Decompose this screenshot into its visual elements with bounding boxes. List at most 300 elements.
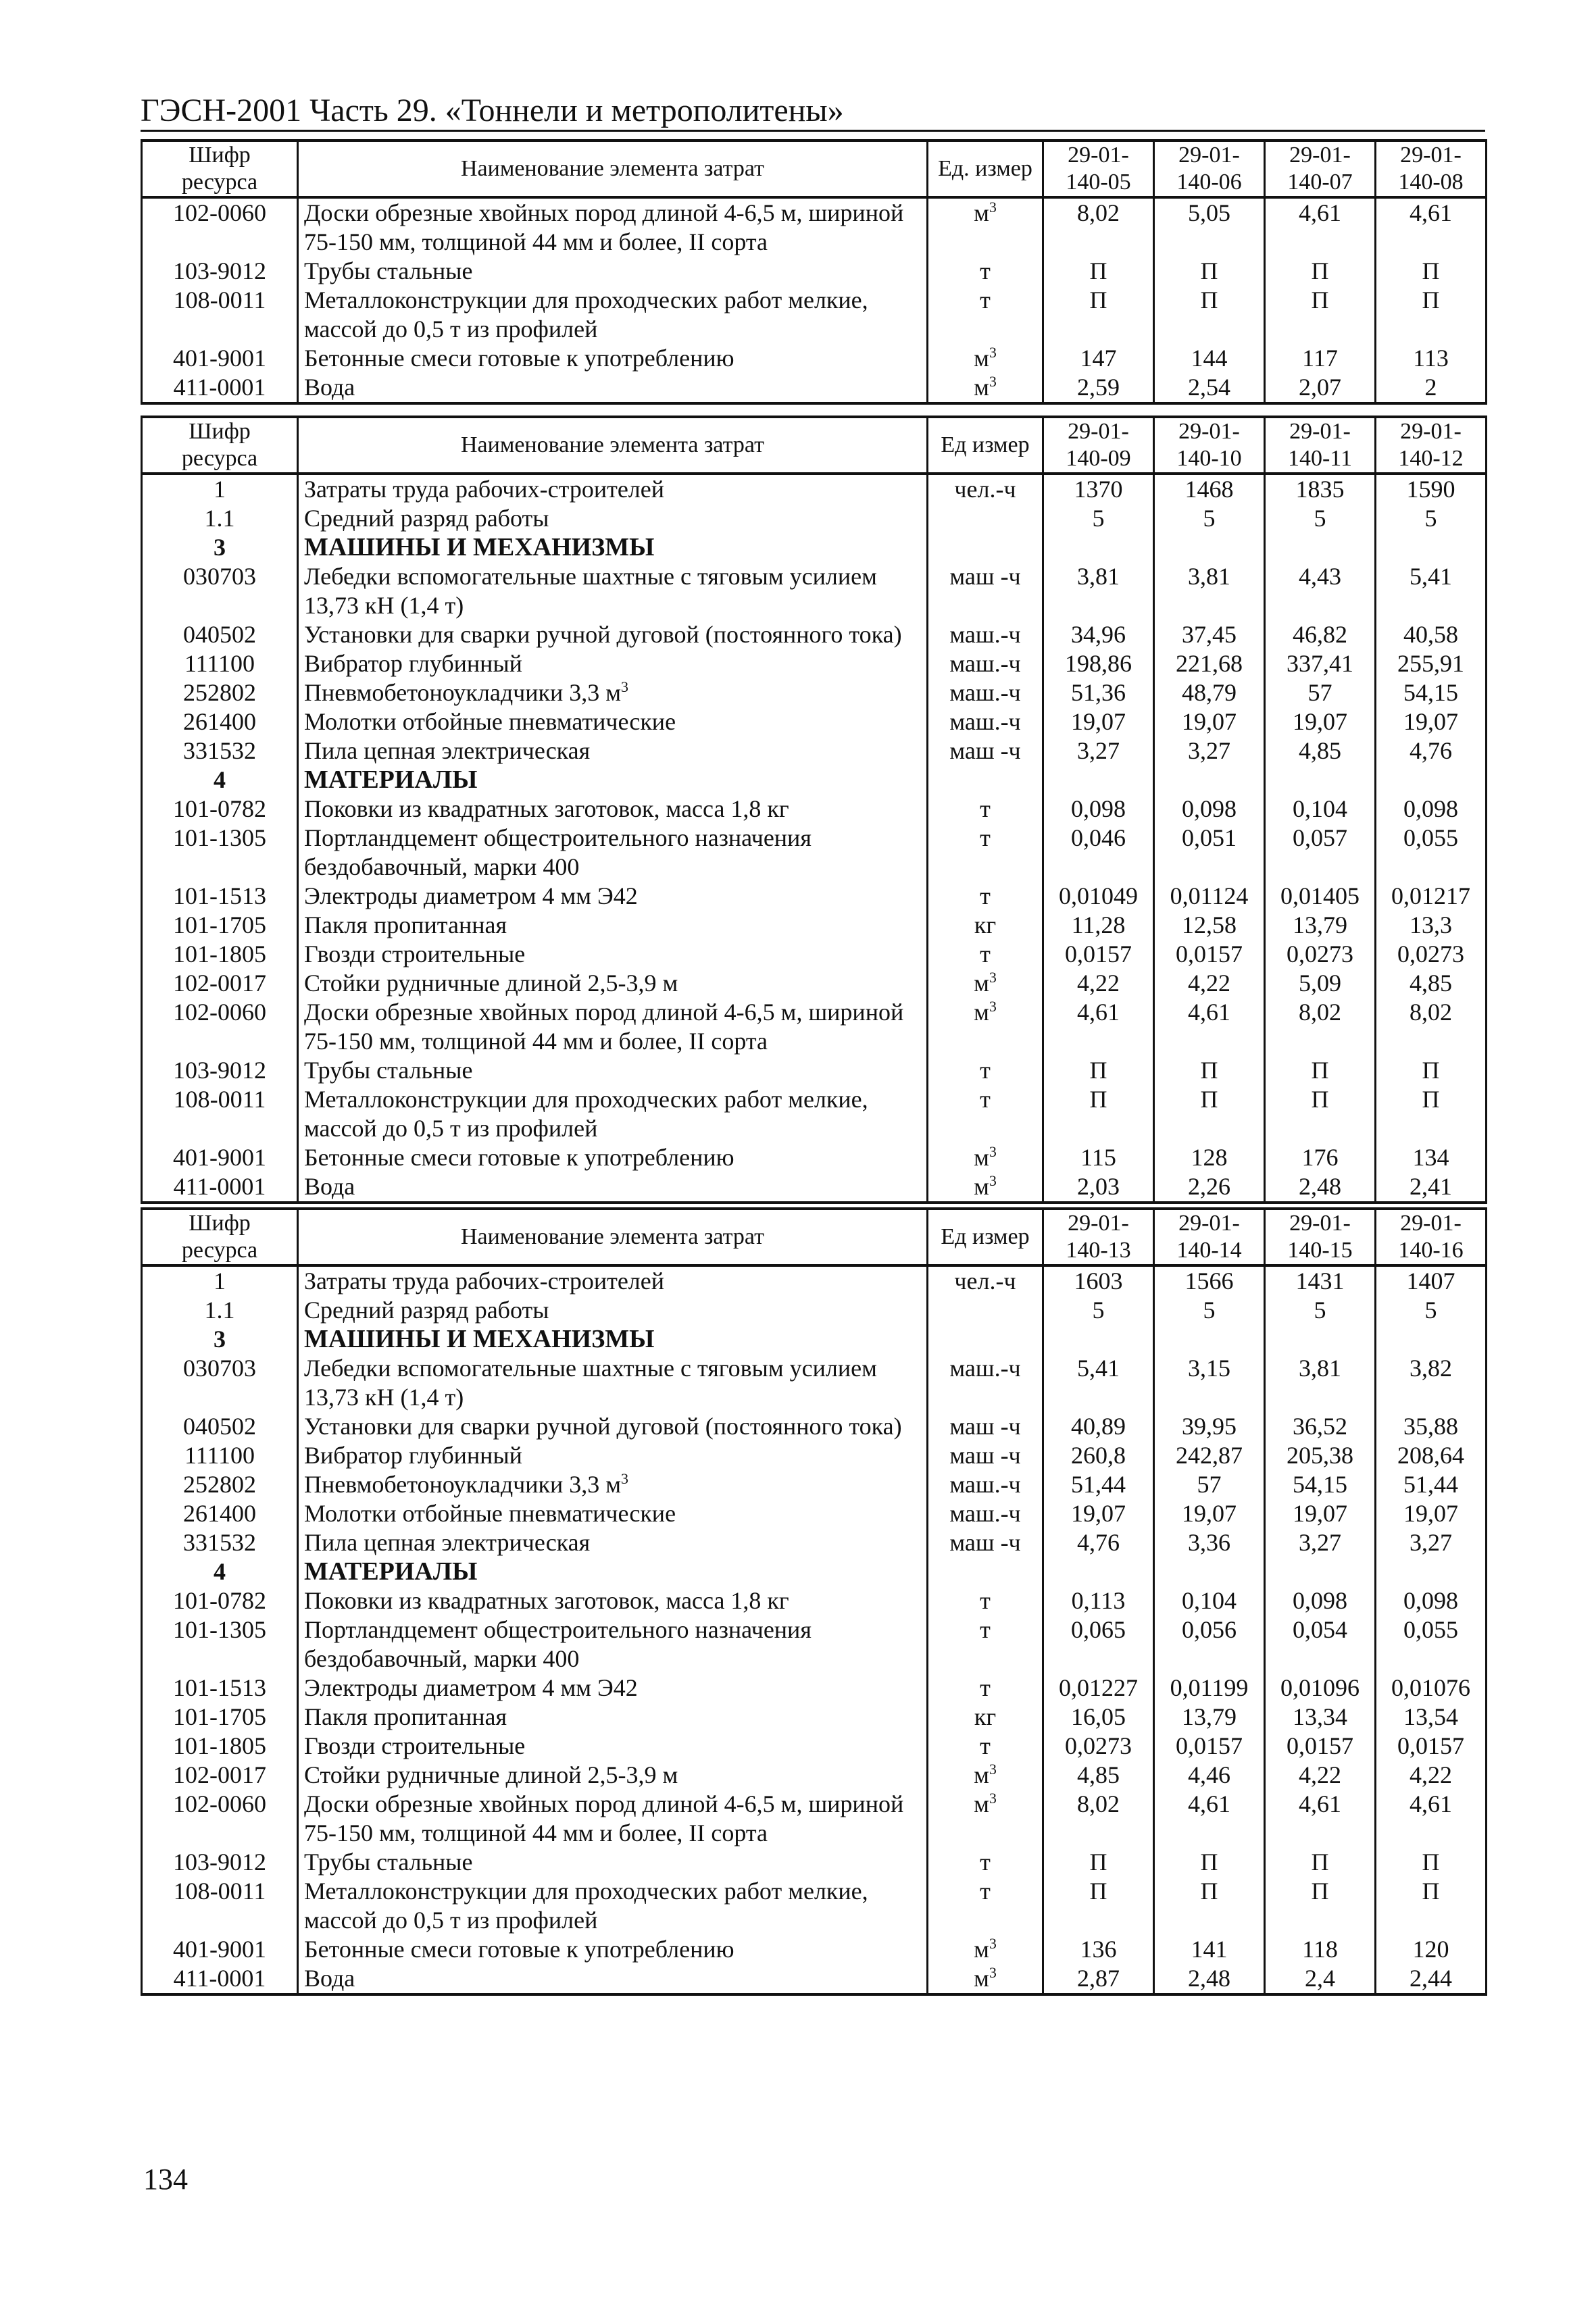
value-cell: 0,01076 [1376,1674,1487,1703]
table-row [142,969,1487,998]
norm-code-number: 140-10 [1176,446,1242,471]
table-row [142,1056,1487,1085]
category-row [142,533,1487,562]
value-cell [1265,533,1376,562]
resource-name [298,1586,928,1615]
unit-text: т [980,257,991,284]
value-cell: 5,41 [1043,1354,1154,1412]
resource-name [298,286,928,344]
value-cell: 13,3 [1376,911,1487,940]
resource-code: 1.1 [142,504,298,533]
resource-code: 040502 [142,620,298,649]
resource-name-text: Металлоконструкции для проходческих работ мелкие, массой до 0,5 т из профилей [304,1878,868,1934]
value-cell: 0,098 [1265,1586,1376,1615]
value-cell: 141 [1154,1935,1265,1964]
value-cell: 4,46 [1154,1761,1265,1790]
header-name: Наименование элемента затрат [298,417,928,474]
value-cell: 221,68 [1154,649,1265,678]
table-row [142,998,1487,1056]
table-row [142,940,1487,969]
table-row [142,1412,1487,1441]
value-cell: 4,61 [1154,998,1265,1056]
resource-name-text: Бетонные смеси готовые к употреблению [304,345,734,372]
value-cell: 2,4 [1265,1964,1376,1994]
unit-text: т [980,1732,991,1759]
resource-code: 111100 [142,1441,298,1470]
resource-name [298,257,928,286]
value-cell: 4,22 [1376,1761,1487,1790]
resource-name-text: Поковки из квадратных заготовок, масса 1,8 кг [304,1587,789,1614]
unit-cell [928,620,1043,649]
unit-text: м [974,199,989,226]
value-cell: 5 [1043,1296,1154,1325]
resource-name [298,911,928,940]
unit-text: т [980,1674,991,1701]
table-row [142,736,1487,765]
resource-name [298,1528,928,1557]
unit-cell [928,1674,1043,1703]
table-row [142,1732,1487,1761]
header-norm-code [1154,1209,1265,1265]
value-cell: 51,36 [1043,678,1154,707]
table-row [142,707,1487,736]
unit-superscript: 3 [989,1143,997,1160]
header-norm-code [1043,417,1154,474]
table-row [142,1470,1487,1499]
value-cell: 118 [1265,1935,1376,1964]
resource-code: 4 [142,765,298,795]
value-cell: 0,0157 [1265,1732,1376,1761]
value-cell: 2,03 [1043,1172,1154,1203]
resource-name [298,1441,928,1470]
unit-cell [928,795,1043,824]
value-cell: П [1265,286,1376,344]
table-row [142,1761,1487,1790]
value-cell: 19,07 [1154,707,1265,736]
unit-text: т [980,1878,991,1905]
value-cell: П [1376,286,1487,344]
resource-name-text: Лебедки вспомогательные шахтные с тяговым усилием 13,73 кН (1,4 т) [304,1355,877,1411]
table-row [142,504,1487,533]
table-row [142,1615,1487,1674]
resource-name [298,795,928,824]
unit-cell [928,504,1043,533]
value-cell: 37,45 [1154,620,1265,649]
value-cell: 0,0157 [1376,1732,1487,1761]
norm-code-prefix: 29-01- [1289,419,1351,444]
norm-code-prefix: 29-01- [1289,1211,1351,1236]
resource-name [298,969,928,998]
value-cell: П [1376,1056,1487,1085]
value-cell: 4,61 [1265,1790,1376,1848]
unit-cell [928,1499,1043,1528]
value-cell: 337,41 [1265,649,1376,678]
value-cell: 3,15 [1154,1354,1265,1412]
resource-name [298,474,928,504]
unit-text: т [980,1587,991,1614]
value-cell: 205,38 [1265,1441,1376,1470]
resource-name-text: Стойки рудничные длиной 2,5-3,9 м [304,1761,678,1788]
resource-table [141,139,1487,405]
resource-code: 261400 [142,1499,298,1528]
value-cell [1154,1557,1265,1586]
unit-cell [928,911,1043,940]
value-cell: 5 [1265,504,1376,533]
unit-text: чел.-ч [954,476,1016,503]
unit-text: м [974,374,989,401]
unit-text: м [974,999,989,1026]
header-norm-code [1043,1209,1154,1265]
value-cell: 1603 [1043,1265,1154,1296]
value-cell: 4,85 [1043,1761,1154,1790]
value-cell [1154,1325,1265,1354]
value-cell [1376,1325,1487,1354]
resource-code: 108-0011 [142,1085,298,1143]
table-row [142,257,1487,286]
unit-cell [928,1790,1043,1848]
header-code: Шифр ресурса [142,1209,298,1265]
header-unit: Ед. измер [928,141,1043,197]
resource-name [298,1296,928,1325]
resource-code: 101-1705 [142,911,298,940]
value-cell: 0,01096 [1265,1674,1376,1703]
header-unit: Ед измер [928,417,1043,474]
value-cell: 2,26 [1154,1172,1265,1203]
table-row [142,911,1487,940]
unit-text: м [974,1790,989,1817]
value-cell: 0,01405 [1265,882,1376,911]
resource-name-text: Металлоконструкции для проходческих работ мелкие, массой до 0,5 т из профилей [304,286,868,343]
value-cell: 5 [1154,504,1265,533]
unit-text: маш -ч [949,1442,1021,1469]
value-cell: 117 [1265,344,1376,373]
resource-name-text: Портландцемент общестроительного назначения бездобавочный, марки 400 [304,824,812,880]
norm-code-number: 140-12 [1398,446,1464,471]
value-cell: 19,07 [1043,707,1154,736]
value-cell: П [1376,257,1487,286]
value-cell: П [1043,286,1154,344]
value-cell: 3,81 [1043,562,1154,620]
resource-name [298,765,928,795]
unit-superscript: 3 [989,998,997,1015]
resource-code: 411-0001 [142,1964,298,1994]
resource-code: 331532 [142,1528,298,1557]
value-cell: 2,41 [1376,1172,1487,1203]
unit-cell [928,1528,1043,1557]
norm-code-prefix: 29-01- [1178,1211,1240,1236]
unit-text: т [980,882,991,909]
header-norm-code [1154,417,1265,474]
resource-code: 101-1305 [142,824,298,882]
unit-text: т [980,824,991,851]
header-divider [141,130,1485,132]
resource-name [298,1557,928,1586]
value-cell: 35,88 [1376,1412,1487,1441]
resource-name-text: Трубы стальные [304,257,473,284]
resource-name-text: Бетонные смеси готовые к употреблению [304,1144,734,1171]
unit-text: чел.-ч [954,1267,1016,1294]
value-cell: 36,52 [1265,1412,1376,1441]
value-cell: 3,81 [1154,562,1265,620]
norm-code-prefix: 29-01- [1178,143,1240,168]
value-cell: П [1154,286,1265,344]
resource-name-text: Стойки рудничные длиной 2,5-3,9 м [304,970,678,997]
table-row [142,649,1487,678]
norm-code-number: 140-15 [1287,1238,1353,1263]
page-header: ГЭСН-2001 Часть 29. «Тоннели и метрополитены» [141,93,844,128]
value-cell: 13,79 [1154,1703,1265,1732]
table-row [142,1143,1487,1172]
value-cell: 40,58 [1376,620,1487,649]
table-header-row [142,1209,1487,1265]
unit-text: маш.-ч [949,1355,1021,1382]
resource-name-text: Трубы стальные [304,1848,473,1876]
unit-cell [928,1172,1043,1203]
resource-name-text: Гвозди строительные [304,940,526,967]
table-row [142,1499,1487,1528]
resource-name-text: Вода [304,1965,355,1992]
unit-text: маш -ч [949,1529,1021,1556]
value-cell: 0,055 [1376,1615,1487,1674]
resource-code: 3 [142,533,298,562]
unit-cell [928,373,1043,403]
value-cell: 0,054 [1265,1615,1376,1674]
resource-name-text: Доски обрезные хвойных пород длиной 4-6,5 м, шириной 75-150 мм, толщиной 44 мм и более, II сорта [304,999,904,1055]
value-cell [1265,765,1376,795]
header-norm-code [1376,141,1487,197]
resource-name-text: Доски обрезные хвойных пород длиной 4-6,5 м, шириной 75-150 мм, толщиной 44 мм и более, II сорта [304,1790,904,1846]
value-cell: 8,02 [1376,998,1487,1056]
resource-code: 102-0060 [142,1790,298,1848]
value-cell: 3,27 [1376,1528,1487,1557]
header-name: Наименование элемента затрат [298,1209,928,1265]
resource-code: 102-0017 [142,1761,298,1790]
resource-name [298,1674,928,1703]
value-cell: 8,02 [1043,1790,1154,1848]
value-cell: 0,065 [1043,1615,1154,1674]
value-cell: 19,07 [1265,707,1376,736]
unit-superscript: 3 [989,199,997,216]
norm-code-number: 140-14 [1176,1238,1242,1263]
unit-superscript: 3 [989,969,997,986]
value-cell: 4,61 [1154,1790,1265,1848]
header-norm-code [1265,1209,1376,1265]
resource-code: 102-0060 [142,197,298,257]
value-cell: 255,91 [1376,649,1487,678]
value-cell: 147 [1043,344,1154,373]
unit-cell [928,1085,1043,1143]
resource-code: 103-9012 [142,1056,298,1085]
table-row [142,1935,1487,1964]
unit-text: маш.-ч [949,679,1021,706]
value-cell: 0,051 [1154,824,1265,882]
resource-name [298,1172,928,1203]
unit-cell [928,1848,1043,1877]
value-cell [1376,765,1487,795]
resource-code: 111100 [142,649,298,678]
resource-name-text: Электроды диаметром 4 мм Э42 [304,882,638,909]
value-cell: 4,22 [1154,969,1265,998]
value-cell: 260,8 [1043,1441,1154,1470]
resource-name-text: МАТЕРИАЛЫ [304,765,478,794]
value-cell: П [1265,257,1376,286]
table-row [142,1964,1487,1994]
unit-text: т [980,1057,991,1084]
resource-name [298,1761,928,1790]
resource-name [298,707,928,736]
resource-table-1 [141,139,1485,405]
value-cell: 0,0157 [1154,940,1265,969]
value-cell: 19,07 [1376,1499,1487,1528]
resource-name-text: Вибратор глубинный [304,650,522,677]
name-superscript: 3 [621,678,629,695]
resource-code: 030703 [142,562,298,620]
norm-code-prefix: 29-01- [1400,143,1462,168]
value-cell: 34,96 [1043,620,1154,649]
header-name: Наименование элемента затрат [298,141,928,197]
resource-code: 411-0001 [142,373,298,403]
table-row [142,1296,1487,1325]
value-cell: 5,09 [1265,969,1376,998]
resource-name-text: Установки для сварки ручной дуговой (постоянного тока) [304,1413,902,1440]
value-cell: 0,0157 [1154,1732,1265,1761]
value-cell: П [1154,257,1265,286]
value-cell: 46,82 [1265,620,1376,649]
resource-name [298,1354,928,1412]
value-cell [1154,533,1265,562]
norm-code-number: 140-09 [1066,446,1131,471]
header-norm-code [1376,1209,1487,1265]
unit-cell [928,1470,1043,1499]
unit-text: маш -ч [949,1413,1021,1440]
resource-name [298,1085,928,1143]
value-cell: П [1154,1085,1265,1143]
unit-cell [928,1964,1043,1994]
value-cell: 0,098 [1154,795,1265,824]
norm-code-prefix: 29-01- [1068,143,1129,168]
value-cell: 12,58 [1154,911,1265,940]
resource-code: 401-9001 [142,344,298,373]
resource-code: 1.1 [142,1296,298,1325]
unit-cell [928,1056,1043,1085]
resource-name-text: Портландцемент общестроительного назначения бездобавочный, марки 400 [304,1616,812,1672]
value-cell: 0,098 [1043,795,1154,824]
value-cell: 13,79 [1265,911,1376,940]
resource-code: 102-0017 [142,969,298,998]
unit-cell [928,765,1043,795]
resource-name [298,1935,928,1964]
table-row [142,795,1487,824]
unit-cell [928,1557,1043,1586]
unit-text: кг [974,911,997,938]
norm-code-number: 140-07 [1287,170,1353,195]
resource-name-text: Пила цепная электрическая [304,737,591,764]
value-cell: 4,22 [1265,1761,1376,1790]
value-cell: 3,81 [1265,1354,1376,1412]
resource-name-text: Пила цепная электрическая [304,1529,591,1556]
value-cell: П [1376,1848,1487,1877]
resource-name-text: Затраты труда рабочих-строителей [304,476,665,503]
resource-name-text: Поковки из квадратных заготовок, масса 1,8 кг [304,795,789,822]
value-cell: 51,44 [1376,1470,1487,1499]
table-row [142,1703,1487,1732]
value-cell: П [1265,1056,1376,1085]
unit-text: т [980,1616,991,1643]
resource-name-text: МАШИНЫ И МЕХАНИЗМЫ [304,1325,655,1353]
resource-code: 401-9001 [142,1143,298,1172]
value-cell: П [1043,257,1154,286]
unit-cell [928,474,1043,504]
value-cell: 19,07 [1043,1499,1154,1528]
unit-cell [928,824,1043,882]
value-cell [1265,1557,1376,1586]
page-number: 134 [143,2163,188,2196]
resource-code: 101-1513 [142,1674,298,1703]
resource-name-text: Пневмобетоноукладчики 3,3 м [304,1471,622,1498]
table-row [142,1528,1487,1557]
resource-name-text: Электроды диаметром 4 мм Э42 [304,1674,638,1701]
header-code: Шифр ресурса [142,141,298,197]
header-unit: Ед измер [928,1209,1043,1265]
resource-code: 252802 [142,678,298,707]
value-cell: 0,104 [1265,795,1376,824]
unit-cell [928,344,1043,373]
value-cell: 5 [1154,1296,1265,1325]
resource-code: 411-0001 [142,1172,298,1203]
table-row [142,1441,1487,1470]
value-cell [1265,1325,1376,1354]
unit-cell [928,1615,1043,1674]
unit-text: маш -ч [949,563,1021,590]
resource-code: 4 [142,1557,298,1586]
resource-code: 102-0060 [142,998,298,1056]
resource-code: 040502 [142,1412,298,1441]
unit-cell [928,1441,1043,1470]
unit-superscript: 3 [989,373,997,390]
resource-name-text: Металлоконструкции для проходческих работ мелкие, массой до 0,5 т из профилей [304,1086,868,1142]
resource-name [298,940,928,969]
name-superscript: 3 [621,1470,629,1487]
norm-code-prefix: 29-01- [1289,143,1351,168]
value-cell: П [1154,1877,1265,1935]
value-cell: 4,43 [1265,562,1376,620]
value-cell [1043,765,1154,795]
value-cell: 54,15 [1376,678,1487,707]
value-cell: 4,61 [1265,197,1376,257]
unit-cell [928,1412,1043,1441]
value-cell: П [1376,1877,1487,1935]
value-cell: 4,61 [1376,1790,1487,1848]
value-cell: 136 [1043,1935,1154,1964]
value-cell: 0,01217 [1376,882,1487,911]
resource-code: 101-1705 [142,1703,298,1732]
value-cell: 5 [1043,504,1154,533]
value-cell [1043,1325,1154,1354]
value-cell: 0,056 [1154,1615,1265,1674]
value-cell: 1835 [1265,474,1376,504]
unit-text: т [980,286,991,313]
resource-code: 030703 [142,1354,298,1412]
value-cell: П [1043,1877,1154,1935]
value-cell: 54,15 [1265,1470,1376,1499]
unit-cell [928,1935,1043,1964]
unit-cell [928,707,1043,736]
resource-code: 101-1305 [142,1615,298,1674]
norm-code-number: 140-06 [1176,170,1242,195]
resource-name [298,1848,928,1877]
table-row [142,562,1487,620]
unit-cell [928,1703,1043,1732]
